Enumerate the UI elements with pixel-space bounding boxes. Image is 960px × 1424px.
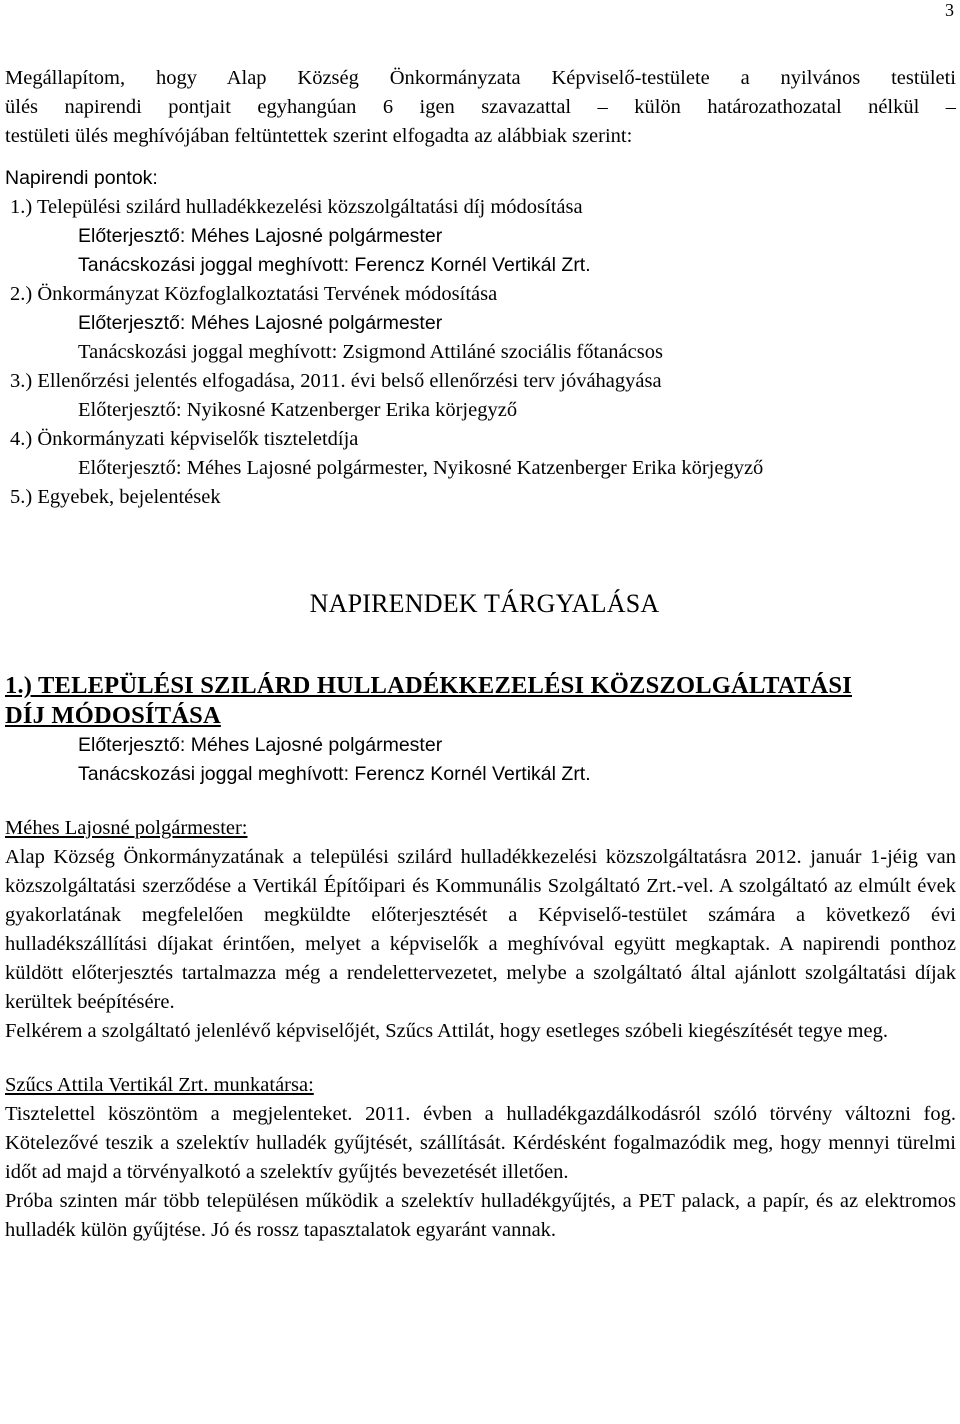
agenda-label: Napirendi pontok: (5, 167, 158, 189)
agenda-item-title: 5.) Egyebek, bejelentések (10, 486, 221, 508)
item1-heading (5, 671, 956, 731)
speech-paragraph: Alap Község Önkormányzatának a települési szilárd hulladékkezelési közszolgáltatásra 2012. január 1-jéig van közszolgáltatási szerződése a Vertikál Építőipari és Kommunális Szolgáltató Zrt.-vel. A szolgáltató az elmúlt évek gyakorlatának megfelelően megküldte előterjesztését a Képviselő-testület számára a következő évi hulladékszállítási díjakat érintően, melyet a képviselők a meghívóval együtt megkaptak. A napirendi ponthoz küldött előterjesztés tartalmazza még a rendelettervezetet, melybe a szolgáltató által ajánlott szolgáltatási díjak kerültek beépítésére. (5, 846, 956, 1013)
agenda-item-title: 1.) Települési szilárd hulladékkezelési közszolgáltatási díj módosítása (10, 196, 583, 218)
item1-invited: Tanácskozási joggal meghívott: Ferencz Kornél Vertikál Zrt. (78, 763, 591, 785)
agenda-item-invited: Tanácskozási joggal meghívott: Ferencz Kornél Vertikál Zrt. (78, 254, 591, 276)
agenda-item-invited: Tanácskozási joggal meghívott: Zsigmond Attiláné szociális főtanácsos (78, 341, 663, 363)
document-body (5, 64, 956, 1245)
agenda-item-presenter: Előterjesztő: Méhes Lajosné polgármester (78, 225, 443, 247)
item1-heading-line2: DÍJ MÓDOSÍTÁSA (5, 702, 221, 729)
agenda-item-presenter: Előterjesztő: Nyikosné Katzenberger Erika körjegyző (78, 399, 518, 421)
item1-presenter: Előterjesztő: Méhes Lajosné polgármester (78, 734, 443, 756)
intro-line: testületi ülés meghívójában feltüntettek szerint elfogadta az alábbiak szerint: (5, 125, 633, 147)
speaker-name: Szűcs Attila Vertikál Zrt. munkatársa: (5, 1074, 314, 1096)
speaker-name: Méhes Lajosné polgármester: (5, 817, 248, 839)
speech-paragraph: Felkérem a szolgáltató jelenlévő képviselőjét, Szűcs Attilát, hogy esetleges szóbeli kiegészítését tegye meg. (5, 1020, 888, 1042)
intro-line: ülés napirendi pontjait egyhangúan 6 igen szavazattal – külön határozathozatal nélkül – (5, 96, 956, 118)
speech-paragraph: Tisztelettel köszöntöm a megjelenteket. 2011. évben a hulladékgazdálkodásról szóló törvény változni fog. Kötelezővé teszik a szelektív hulladék gyűjtését, szállítását. Kérdésként fogalmazódik meg, hogy mennyi türelmi időt ad majd a törvényalkotó a szelektív gyűjtés bevezetését illetően. (5, 1103, 956, 1183)
agenda-item-title: 4.) Önkormányzati képviselők tiszteletdíja (10, 428, 359, 450)
speech-paragraph: Próba szinten már több településen működik a szelektív hulladékgyűjtés, a PET palack, a papír, és az elektromos hulladék külön gyűjtése. Jó és rossz tapasztalatok egyaránt vannak. (5, 1190, 956, 1241)
agenda-item-title: 3.) Ellenőrzési jelentés elfogadása, 2011. évi belső ellenőrzési terv jóváhagyása (10, 370, 662, 392)
agenda-item-title: 2.) Önkormányzat Közfoglalkoztatási Tervének módosítása (10, 283, 498, 305)
intro-line: Megállapítom, hogy Alap Község Önkormányzata Képviselő-testülete a nyilvános testületi (5, 67, 956, 89)
item1-heading-line1: 1.) TELEPÜLÉSI SZILÁRD HULLADÉKKEZELÉSI KÖZSZOLGÁLTATÁSI (5, 672, 852, 699)
agenda (5, 164, 956, 512)
section-title: NAPIRENDEK TÁRGYALÁSA (309, 589, 660, 618)
agenda-item-presenter: Előterjesztő: Méhes Lajosné polgármester (78, 312, 443, 334)
page-number: 3 (945, 0, 954, 20)
intro-paragraph (5, 64, 956, 151)
agenda-item-presenter: Előterjesztő: Méhes Lajosné polgármester, Nyikosné Katzenberger Erika körjegyző (78, 457, 764, 479)
